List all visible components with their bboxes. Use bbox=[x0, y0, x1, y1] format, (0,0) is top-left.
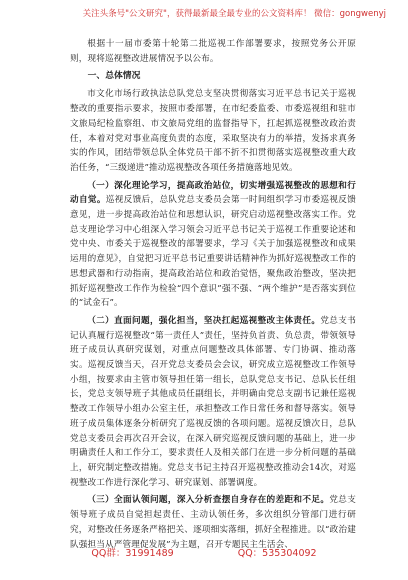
header-banner: 关注头条号"公文研究"，获得最新最全最专业的公文资料库！ 微信：gongwenyj bbox=[82, 9, 386, 19]
overview-paragraph: 市文化市场行政执法总队党总支坚决贯彻落实习近平总书记关于巡视整改的重要指示要求，按照市委部署，在市纪委监委、市委巡视组和驻市文旅局纪检监察组、市文旅局党组的监督指导下，扛起抓巡视整改政治责任，本着对党对事业高度负责的态度，采取坚决有力的举措，发扬求真务实的作风，团结带领总队全体党员干部不折不扣贯彻落实巡视整改重大政治任务，“三级递进”推动巡视整改各项任务措施落地见效。 bbox=[70, 89, 356, 173]
subsection-2-heading: （二）直面问题，强化担当，坚决扛起巡视整改主体责任。 bbox=[87, 315, 321, 326]
subsection-3 bbox=[70, 493, 356, 552]
subsection-1-body: 巡视反馈后，总队党总支委员会第一时间组织学习市委巡视反馈意见，进一步提高政治站位和思想认识，研究启动巡视整改落实工作。党总支理论学习中心组深入学习领会习近平总书记关于巡视工作重要论述和党中央、市委关于巡视整改的部署要求，学习《关于加强巡视整改和成果运用的意见》，自觉把习近平总书记重要讲话精神作为抓好巡视整改工作的思想武器和行动指南，提高政治站位和政治觉悟，聚焦政治整改，坚决把抓好巡视整改工作作为检验“四个意识”强不强、“两个维护”是否落实到位的“试金石”。 bbox=[70, 195, 356, 309]
subsection-3-body: 党总支领导班子成员自觉担起责任、主动认领任务，多次组织分管部门进行研究，对整改任务逐条严格把关、逐项细实落细，抓好全程推进。以“政治建队强担当从严管理促发展”为主题，召开专题民主生活会、 bbox=[70, 495, 356, 550]
footer bbox=[0, 548, 408, 560]
intro-paragraph: 根据十一届市委第十轮第二批巡视工作部署要求，按照党务公开原则，现将巡视整改进展情况予以公布。 bbox=[70, 39, 356, 64]
qq-group-label: QQ群：31991489 bbox=[91, 548, 174, 559]
subsection-2-body: 党总支书记认真履行巡视整改“第一责任人”责任，坚持负首责、负总责，带领领导班子成员认真研究谋划，对重点问题整改具体部署、专门协调、推动落实。巡视反馈当天，召开党总支委员会会议，研究成立巡视整改工作领导小组，按要求由主管市领导担任第一组长，总队党总支书记、总队长任组长，党总支领导班子其他成员任副组长，并明确由党总支副书记兼任巡视整改工作领导小组办公室主任，承担整改工作日常任务和督导落实。领导班子成员集体逐条分析研究了巡视反馈的各项问题。巡视反馈次日，总队党总支委员会再次召开会议，在深入研究巡视反馈问题的基础上，进一步明确责任人和工作分工，要求责任人及相关部门在进一步分析问题的基础上，研究制定整改措施。党总支书记主持召开巡视整改推动会14次，对巡视整改工作进行深化学习、研究谋划、部署调度。 bbox=[70, 315, 356, 488]
subsection-3-heading: （三）全面认领问题，深入分析查摆自身存在的差距和不足。 bbox=[87, 495, 330, 506]
section-title: 一、总体情况 bbox=[87, 71, 141, 82]
qq-contact-label: QQ：535304092 bbox=[237, 548, 317, 559]
subsection-1 bbox=[70, 179, 356, 311]
subsection-2 bbox=[70, 314, 356, 490]
subsection-1-heading: （一）深化理论学习，提高政治站位，切实增强巡视整改的思想和行动自觉。 bbox=[70, 180, 356, 206]
document-body bbox=[70, 37, 356, 555]
